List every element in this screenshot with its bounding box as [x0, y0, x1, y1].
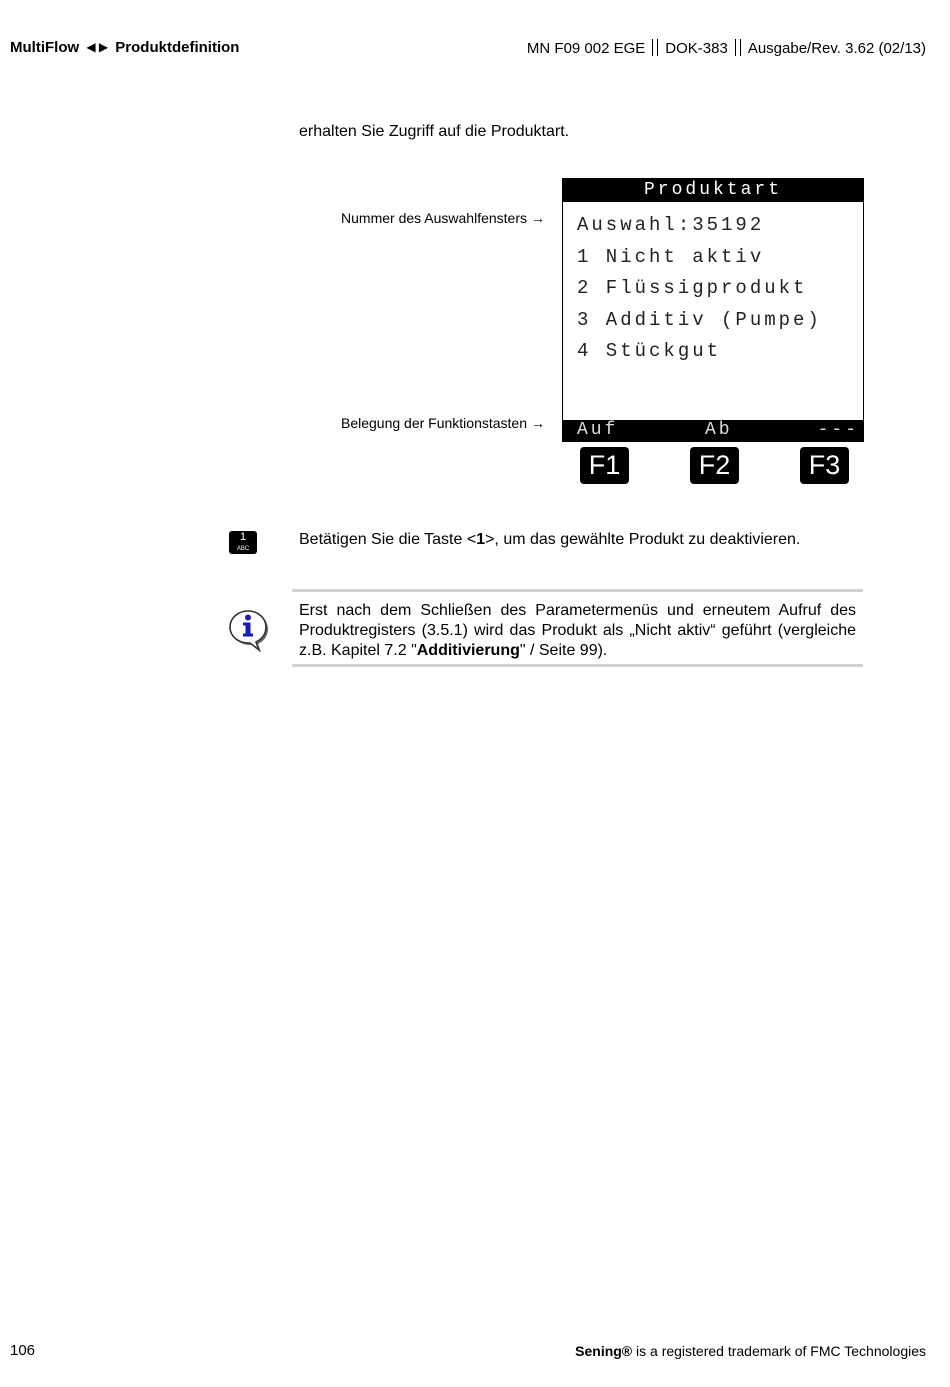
- brand-name: MultiFlow: [10, 39, 80, 56]
- f2-key[interactable]: F2: [690, 447, 739, 484]
- running-header-title: [10, 39, 239, 56]
- doc-revision: Ausgabe/Rev. 3.62 (02/13): [747, 40, 926, 57]
- key-1-icon: 1 ABC: [229, 531, 257, 554]
- display-option-3: 3 Additiv (Pumpe): [577, 308, 822, 331]
- nav-arrows-icon: ◀ ▶: [86, 40, 109, 54]
- separator: [735, 39, 741, 56]
- info-icon: [226, 607, 272, 658]
- display-selection-line: Auswahl:35192: [577, 214, 765, 236]
- callout-function-keys: Belegung der Funktionstasten →: [340, 415, 545, 431]
- f1-assignment: Auf: [577, 420, 619, 440]
- separator: [652, 39, 658, 56]
- key-reference: 1: [476, 531, 486, 548]
- footer-brand: Sening®: [575, 1343, 633, 1359]
- page-number: 106: [10, 1342, 36, 1359]
- info-box-top-rule: [292, 589, 863, 592]
- display-option-1: 1 Nicht aktiv: [577, 245, 765, 268]
- section-name: Produktdefinition: [115, 39, 240, 56]
- trademark-footer: Sening® is a registered trademark of FMC Technologies: [575, 1343, 926, 1359]
- display-title: Produktart: [563, 179, 863, 202]
- display-menu: [577, 210, 822, 368]
- document-reference: [527, 39, 926, 57]
- f2-assignment: Ab: [705, 420, 733, 440]
- arrow-right-icon: →: [531, 210, 545, 226]
- callout-window-number: Nummer des Auswahlfensters →: [341, 210, 545, 226]
- arrow-right-icon: →: [531, 415, 545, 431]
- f1-key[interactable]: F1: [580, 447, 629, 484]
- doc-id: DOK-383: [665, 40, 728, 57]
- lcd-display: [562, 178, 864, 442]
- chapter-reference: Additivierung: [416, 642, 520, 659]
- instruction-step: Betätigen Sie die Taste <1>, um das gewählte Produkt zu deaktivieren.: [299, 531, 801, 548]
- intro-text: erhalten Sie Zugriff auf die Produktart.: [299, 123, 570, 140]
- doc-number: MN F09 002 EGE: [526, 40, 646, 57]
- display-function-bar: [563, 420, 863, 441]
- info-note: Erst nach dem Schließen des Parametermenüs und erneutem Aufruf des Produktregisters (3.5.1) wird das Produkt als „Nicht aktiv“ geführt (vergleiche z.B. Kapitel 7.2 "Additivierung" / Seite 99).: [299, 602, 856, 659]
- info-box-bottom-rule: [292, 664, 863, 667]
- f3-key[interactable]: F3: [800, 447, 849, 484]
- display-option-2: 2 Flüssigprodukt: [577, 277, 808, 299]
- display-option-4: 4 Stückgut: [577, 340, 722, 362]
- f3-assignment: ---: [817, 420, 859, 440]
